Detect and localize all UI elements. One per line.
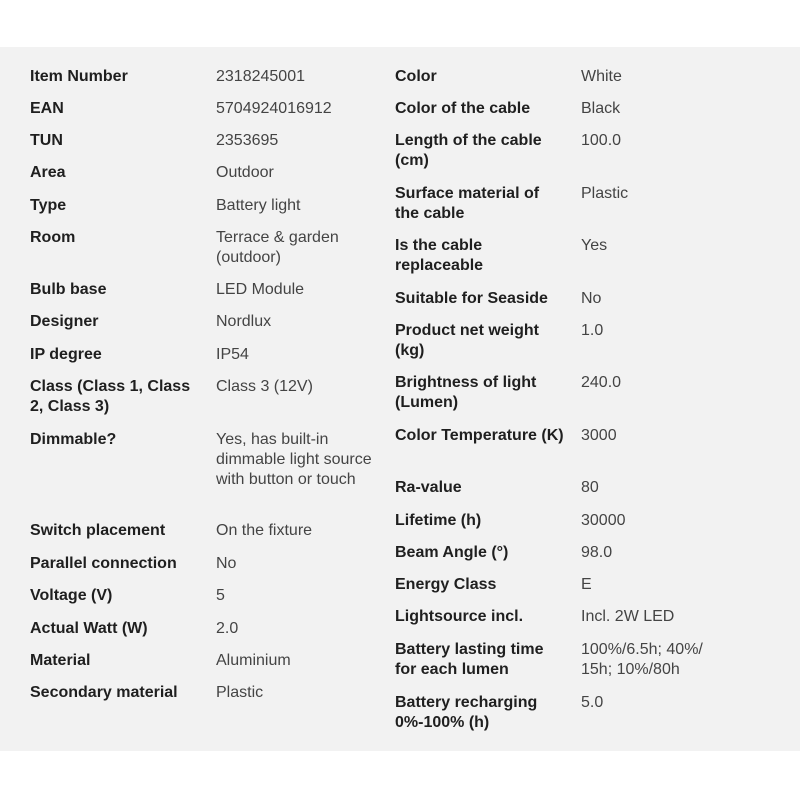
spec-value: 98.0 <box>581 544 613 561</box>
spec-value: 3000 <box>581 427 617 444</box>
spec-label: Dimmable? <box>30 431 117 448</box>
spec-value: Aluminium <box>216 652 291 669</box>
spec-row <box>30 651 385 683</box>
spec-label: Secondary material <box>30 684 178 701</box>
spec-row <box>395 426 790 478</box>
spec-label: Length of the cable (cm) <box>395 132 542 169</box>
spec-label: Actual Watt (W) <box>30 620 148 637</box>
spec-row <box>395 640 790 693</box>
spec-row <box>395 607 790 640</box>
spec-row <box>30 521 385 554</box>
spec-label: Battery recharging 0%-100% (h) <box>395 694 538 731</box>
spec-value: 100.0 <box>581 132 622 149</box>
spec-row <box>30 67 385 99</box>
spec-row <box>395 321 790 373</box>
spec-row <box>395 373 790 426</box>
spec-label: Energy Class <box>395 576 497 593</box>
spec-value: No <box>216 555 237 572</box>
spec-row <box>30 196 385 228</box>
spec-value: Incl. 2W LED <box>581 608 675 625</box>
spec-value: 5704924016912 <box>216 100 332 117</box>
spec-row <box>395 99 790 131</box>
spec-label: Item Number <box>30 68 128 85</box>
spec-label: Material <box>30 652 91 669</box>
spec-value: Battery light <box>216 197 301 214</box>
spec-label: Beam Angle (°) <box>395 544 509 561</box>
spec-row <box>395 478 790 511</box>
spec-label: Bulb base <box>30 281 107 298</box>
spec-value: Terrace & garden (outdoor) <box>216 229 339 266</box>
spec-column-right <box>395 67 790 745</box>
spec-value: 80 <box>581 479 599 496</box>
spec-row <box>30 619 385 651</box>
spec-value: White <box>581 68 622 85</box>
spec-value: On the fixture <box>216 522 313 539</box>
spec-value: 5.0 <box>581 694 604 711</box>
spec-row <box>395 575 790 607</box>
spec-value: Yes, has built-in dimmable light source with button or touch <box>216 431 372 488</box>
spec-label: EAN <box>30 100 64 117</box>
spec-row <box>395 693 790 745</box>
spec-row <box>395 131 790 184</box>
spec-row <box>30 228 385 280</box>
spec-value: Class 3 (12V) <box>216 378 313 395</box>
spec-row <box>30 430 385 521</box>
spec-value: 100%/6.5h; 40%/ 15h; 10%/80h <box>581 641 703 678</box>
spec-value: Yes <box>581 237 608 254</box>
spec-row <box>30 280 385 312</box>
spec-value: Outdoor <box>216 164 274 181</box>
spec-row <box>395 511 790 543</box>
spec-row <box>30 99 385 131</box>
spec-value: 240.0 <box>581 374 622 391</box>
spec-label: Color Temperature (K) <box>395 427 564 444</box>
spec-label: Color of the cable <box>395 100 531 117</box>
spec-label: Voltage (V) <box>30 587 113 604</box>
spec-value: 30000 <box>581 512 626 529</box>
spec-panel <box>0 47 800 751</box>
spec-label: Room <box>30 229 76 246</box>
spec-row <box>30 345 385 377</box>
spec-row <box>395 289 790 321</box>
spec-row <box>395 543 790 575</box>
spec-value: 5 <box>216 587 225 604</box>
spec-value: IP54 <box>216 346 249 363</box>
spec-row <box>30 131 385 163</box>
spec-label: Surface material of the cable <box>395 185 540 222</box>
spec-row <box>30 586 385 619</box>
spec-label: Parallel connection <box>30 555 177 572</box>
spec-label: Lifetime (h) <box>395 512 482 529</box>
spec-value: 2353695 <box>216 132 279 149</box>
spec-row <box>30 163 385 196</box>
spec-row <box>395 236 790 289</box>
spec-label: Brightness of light (Lumen) <box>395 374 537 411</box>
spec-value: 1.0 <box>581 322 604 339</box>
spec-label: Product net weight (kg) <box>395 322 539 359</box>
spec-row <box>395 67 790 99</box>
spec-value: LED Module <box>216 281 305 298</box>
spec-row <box>30 377 385 430</box>
spec-value: Plastic <box>216 684 264 701</box>
spec-value: Plastic <box>581 185 629 202</box>
spec-row <box>395 184 790 236</box>
spec-row <box>30 683 385 715</box>
spec-label: IP degree <box>30 346 102 363</box>
spec-label: Color <box>395 68 437 85</box>
spec-value: 2.0 <box>216 620 239 637</box>
spec-column-left <box>30 67 385 715</box>
spec-value: E <box>581 576 592 593</box>
spec-value: 2318245001 <box>216 68 305 85</box>
spec-label: TUN <box>30 132 63 149</box>
spec-label: Suitable for Seaside <box>395 290 548 307</box>
spec-label: Area <box>30 164 66 181</box>
spec-value: Nordlux <box>216 313 272 330</box>
spec-label: Lightsource incl. <box>395 608 524 625</box>
spec-label: Designer <box>30 313 99 330</box>
spec-label: Battery lasting time for each lumen <box>395 641 544 678</box>
spec-value: No <box>581 290 602 307</box>
spec-label: Ra-value <box>395 479 462 496</box>
spec-label: Type <box>30 197 67 214</box>
spec-label: Is the cable replaceable <box>395 237 484 274</box>
spec-value: Black <box>581 100 621 117</box>
spec-label: Class (Class 1, Class 2, Class 3) <box>30 378 191 415</box>
spec-row <box>30 312 385 345</box>
spec-row <box>30 554 385 586</box>
spec-label: Switch placement <box>30 522 166 539</box>
